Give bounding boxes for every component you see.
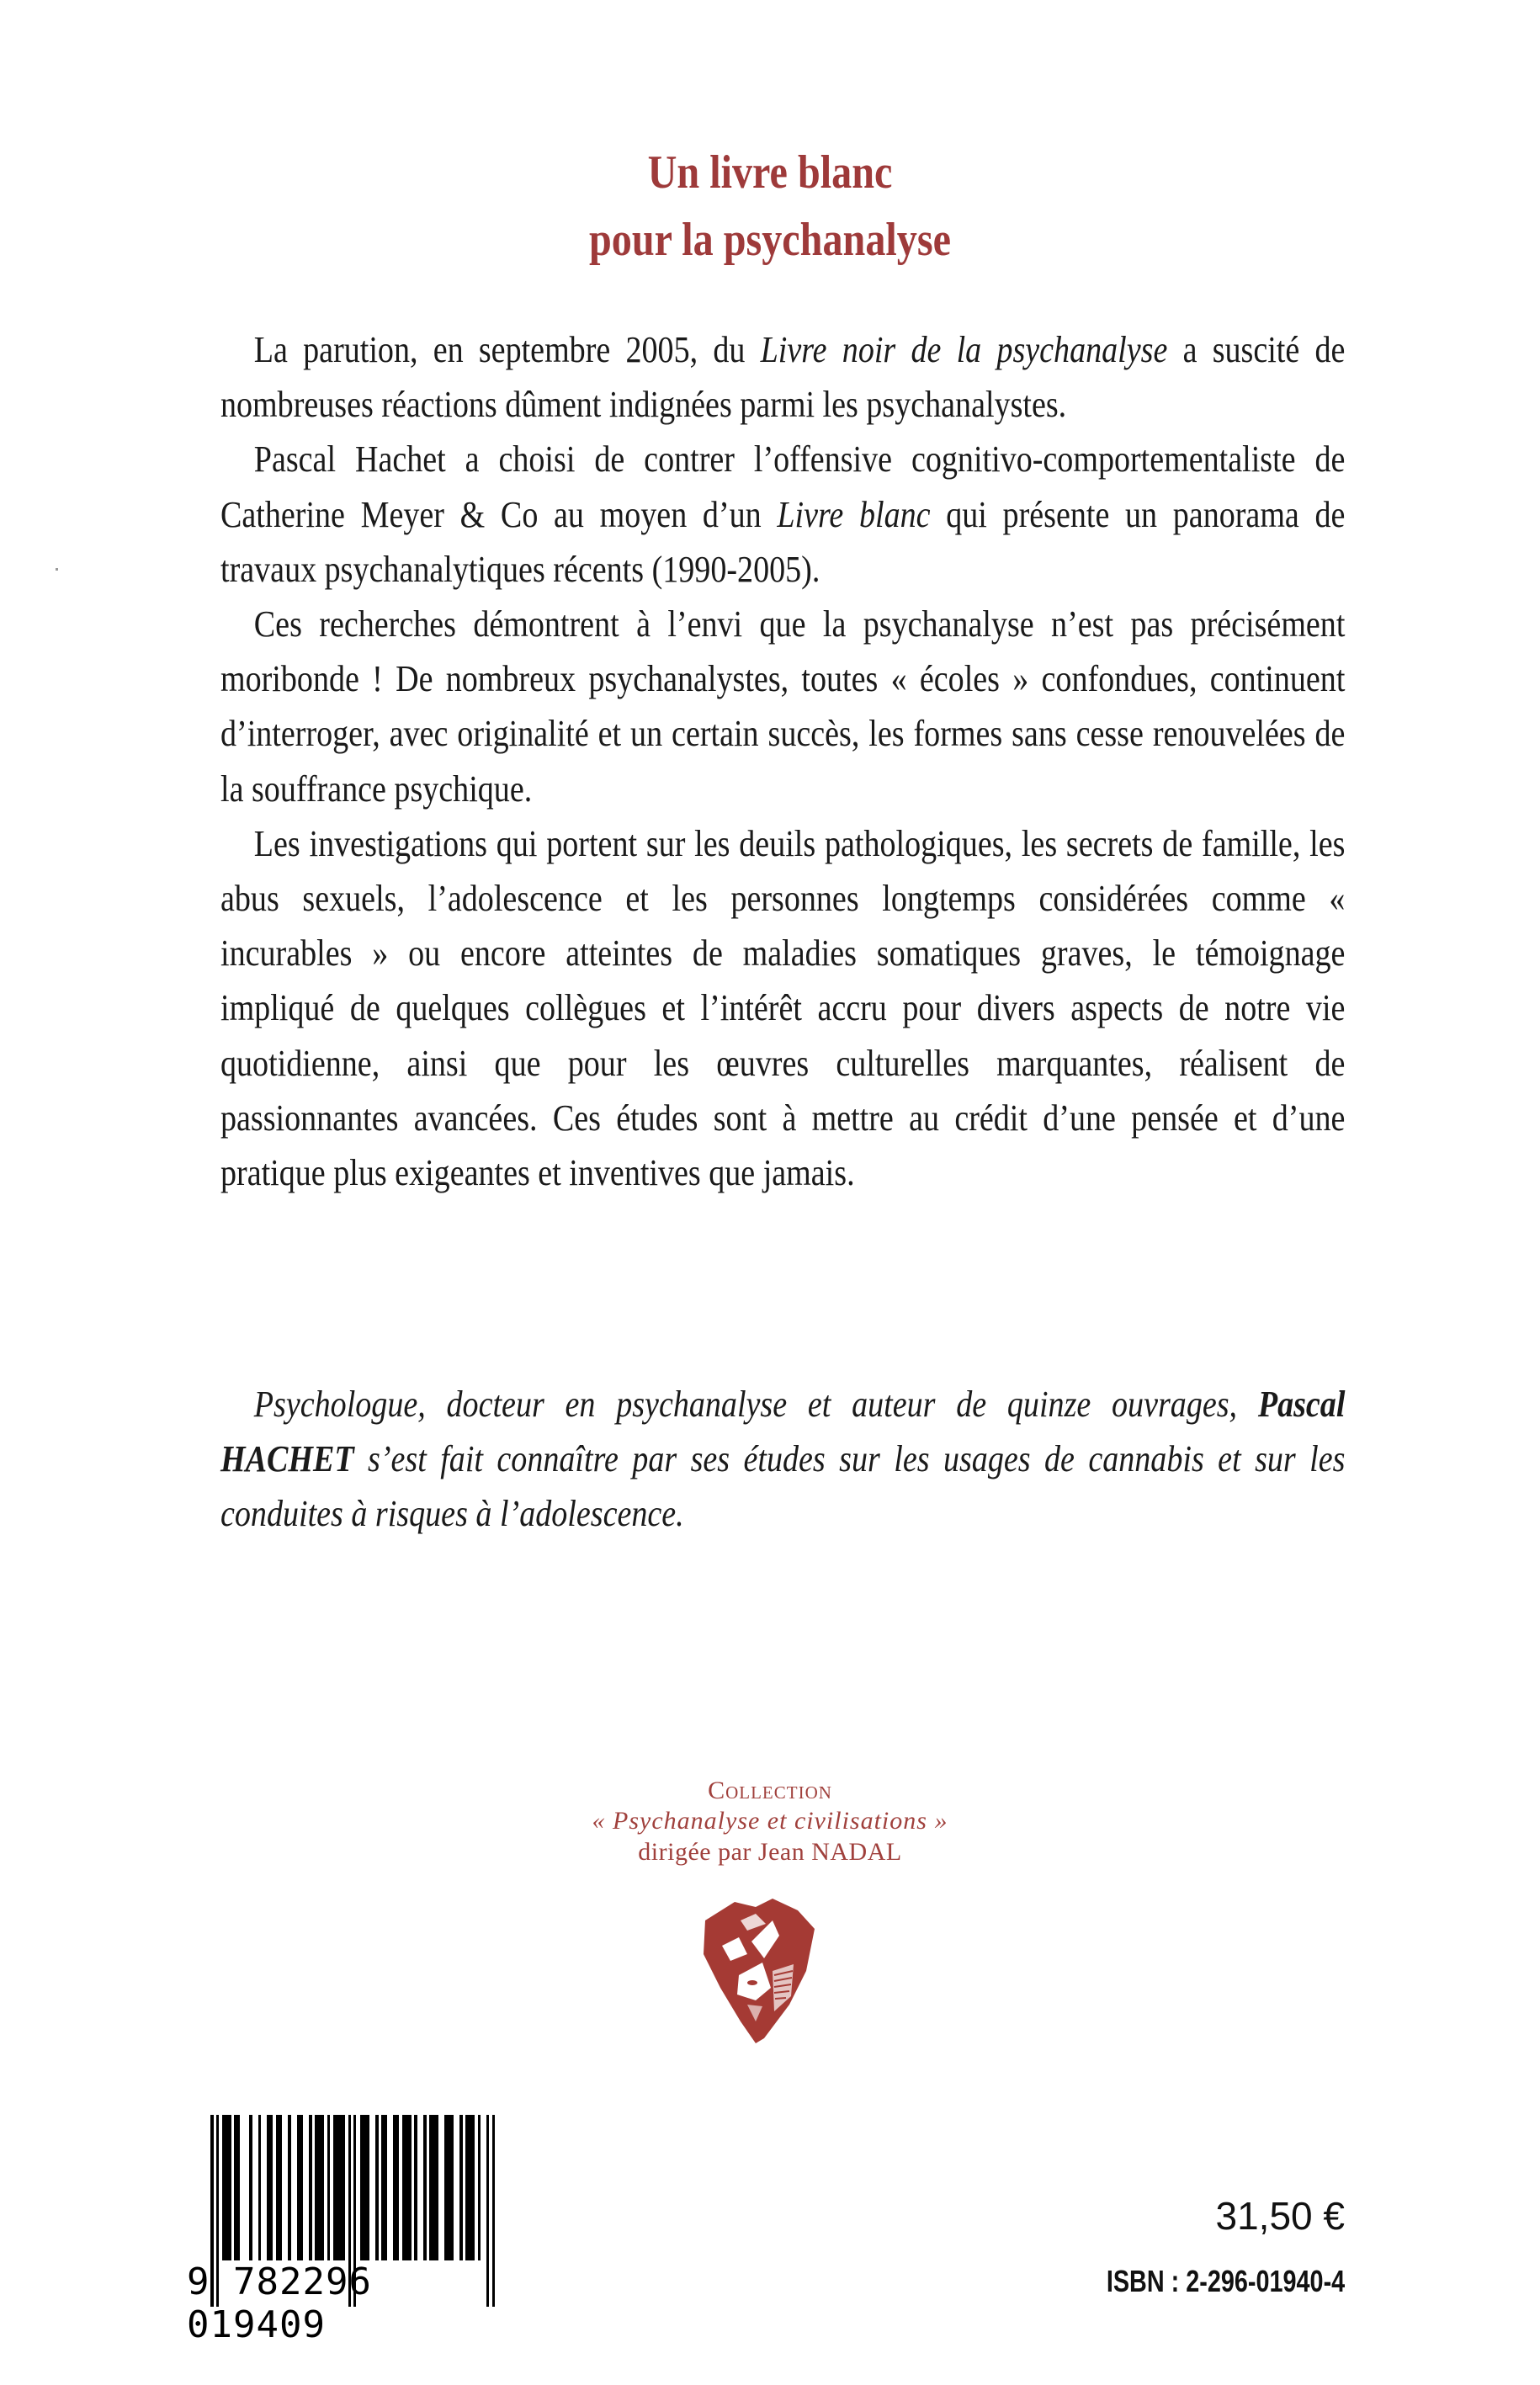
author-bio — [220, 1377, 1521, 1542]
blurb-text: Pascal Hachet a choisi de contrer l’offensive cognitivo-comportementaliste de Catherine Meyer & Co au moyen d’un — [220, 438, 1346, 535]
book-title — [108, 139, 1432, 274]
title-line-1: Un livre blanc — [647, 146, 893, 199]
price: 31,50 € — [1215, 2194, 1345, 2238]
bio-text: s’est fait connaître par ses études sur les usages de cannabis et sur les conduites à risques à l’adolescence. — [220, 1438, 1346, 1535]
blurb — [220, 322, 1345, 1200]
collection-label: Collection — [708, 1777, 832, 1804]
blurb-paragraph-4: Les investigations qui portent sur les deuils pathologiques, les secrets de famille, les abus sexuels, l’adolescence et les personnes longtemps considérées comme « incurables » ou encore atteintes de maladies somatiques graves, le témoignage impliqué de quelques collègues et l’intérêt accru pour divers aspects de notre vie quotidienne, ainsi que pour les œuvres culturelles marquantes, réalisent de passionnantes avancées. Ces études sont à mettre au crédit d’une pensée et d’une pratique plus exigeantes et inventives que jamais. — [220, 822, 1346, 1194]
blurb-paragraph-2 — [220, 432, 1345, 597]
book-reference-italic: Livre noir de la psychanalyse — [760, 329, 1168, 370]
title-line-2: pour la psychanalyse — [589, 214, 951, 266]
collection-director: dirigée par Jean NADAL — [638, 1838, 902, 1866]
blurb-paragraph-1 — [220, 322, 1345, 432]
blurb-paragraph-3: Ces recherches démontrent à l’envi que la psychanalyse n’est pas précisément moribonde ! De nombreux psychanalystes, toutes « écoles » confondues, continuent d’interroger, avec originalité et un certain succès, les formes sans cesse renouvelées de la souffrance psychique. — [220, 603, 1346, 810]
publisher-logo-face-icon — [688, 1895, 823, 2045]
bio-text: Psychologue, docteur en psychanalyse et auteur de quinze ouvrages, — [253, 1384, 1258, 1425]
blurb-text: qui présente un panorama de travaux psychanalytiques récents (1990-2005). — [220, 493, 1346, 590]
isbn: ISBN : 2-296-01940-4 — [1106, 2264, 1345, 2298]
collection-name: « Psychanalyse et civilisations » — [592, 1807, 948, 1835]
barcode-digits: 9 782296 019409 — [187, 2260, 372, 2346]
book-reference-italic: Livre blanc — [777, 493, 931, 535]
collection-block — [0, 1776, 1540, 1868]
author-name: Pascal HACHET — [220, 1384, 1346, 1480]
blurb-text: La parution, en septembre 2005, du — [253, 329, 761, 370]
scan-speck — [56, 568, 58, 571]
blurb-text: a suscité de nombreuses réactions dûment indignées parmi les psychanalystes. — [220, 329, 1346, 426]
